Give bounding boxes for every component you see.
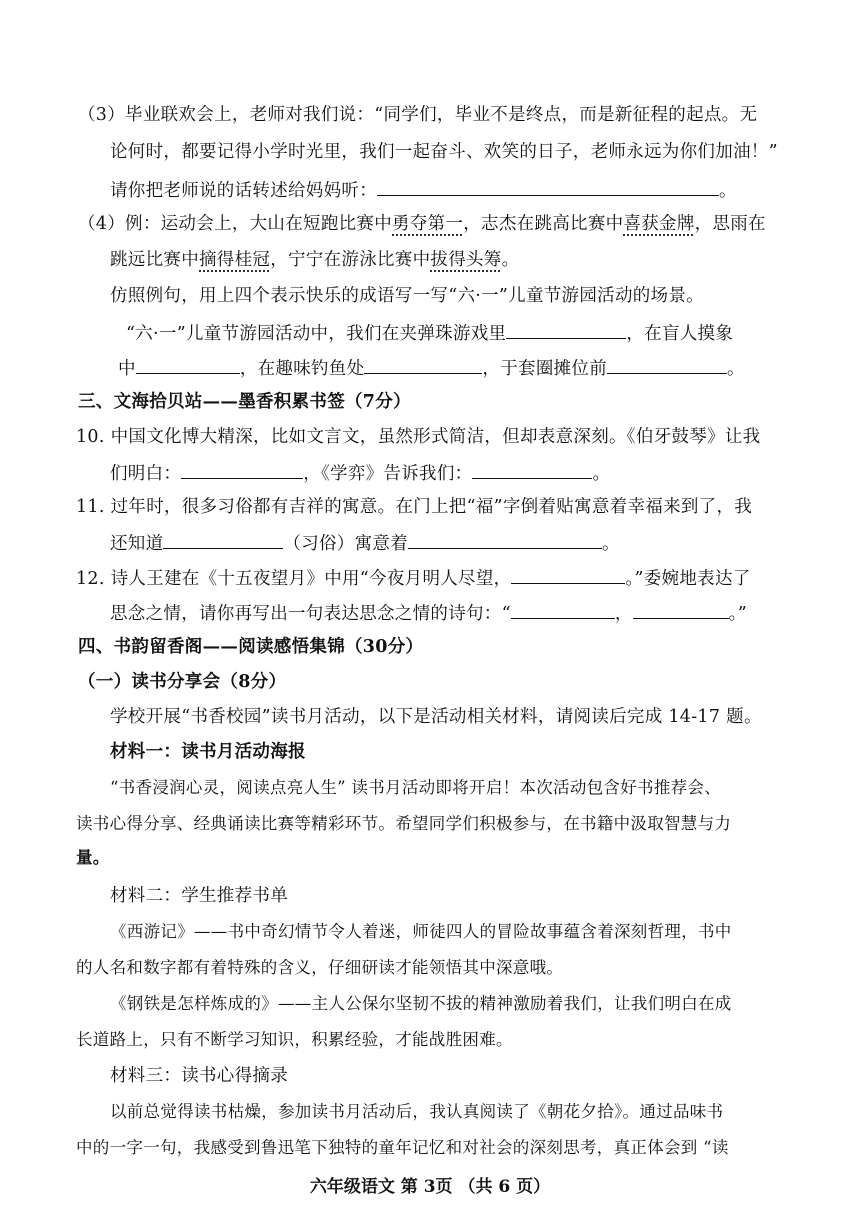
dotted-idiom: 勇夺第一 bbox=[392, 214, 464, 234]
q11-blank-2[interactable] bbox=[408, 530, 602, 549]
dotted-idiom: 喜获金牌 bbox=[623, 214, 695, 234]
material1-label: 材料一：读书月活动海报 bbox=[110, 742, 306, 762]
material1-line2: 读书心得分享、经典诵读比赛等精彩环节。希望同学们积极参与，在书籍中汲取智慧与力 bbox=[76, 814, 732, 833]
q4-blank-2[interactable] bbox=[136, 355, 240, 374]
q3-prompt: 请你把老师说的话转述给妈妈听： bbox=[110, 181, 377, 201]
q3-line2: 论何时，都要记得小学时光里，我们一起奋斗、欢笑的日子，老师永远为你们加油！” bbox=[110, 142, 778, 162]
q11-blank-1[interactable] bbox=[163, 530, 283, 549]
section4-title: 四、书韵留香阁——阅读感悟集锦（30分） bbox=[78, 637, 424, 657]
material2-line4: 长道路上，只有不断学习知识，积累经验，才能战胜困难。 bbox=[76, 1030, 513, 1049]
q12-blank-3[interactable] bbox=[633, 600, 729, 619]
q12-line1: 12. 诗人王建在《十五夜望月》中用“今夜月明人尽望， 。”委婉地表达了 bbox=[76, 565, 751, 591]
material2-line3: 《钢铁是怎样炼成的》——主人公保尔坚韧不拔的精神激励着我们，让我们明白在成 bbox=[110, 994, 732, 1013]
q12-line2: 思念之情，请你再写出一句表达思念之情的诗句：“ ， 。” bbox=[110, 600, 747, 626]
dotted-idiom: 拔得头筹 bbox=[430, 250, 502, 270]
q4-instruction: 仿照例句，用上四个表示快乐的成语写一写“六·一”儿童节游园活动的场景。 bbox=[110, 286, 704, 306]
section3-title: 三、文海拾贝站——墨香积累书签（7分） bbox=[78, 392, 411, 412]
material1-line3: 量。 bbox=[76, 848, 110, 867]
material3-line2: 中的一字一句，我感受到鲁迅笔下独特的童年记忆和对社会的深刻思考，真正体会到 “读 bbox=[76, 1138, 729, 1157]
material2-line2: 的人名和数字都有着特殊的含义，仔细研读才能领悟其中深意哦。 bbox=[76, 958, 564, 977]
q3-answer-blank[interactable] bbox=[377, 177, 719, 196]
q4-sentence-line1: “六·一”儿童节游园活动中，我们在夹弹珠游戏里 ，在盲人摸象 bbox=[126, 320, 733, 346]
q4-sentence-line2: 中 ，在趣味钓鱼处 ，于套圈摊位前 。 bbox=[118, 355, 745, 381]
q4-blank-4[interactable] bbox=[607, 355, 727, 374]
q10-blank-2[interactable] bbox=[472, 460, 592, 479]
q3-line1: （3）毕业联欢会上，老师对我们说：“同学们，毕业不是终点，而是新征程的起点。无 bbox=[78, 105, 758, 125]
q4-example-line1: （4）例：运动会上，大山在短跑比赛中勇夺第一，志杰在跳高比赛中喜获金牌，思雨在 bbox=[78, 214, 766, 234]
page-footer: 六年级语文 第 3页 （共 6 页） bbox=[309, 1177, 551, 1197]
section4-sub1: （一）读书分享会（8分） bbox=[78, 672, 287, 692]
q4-blank-3[interactable] bbox=[364, 355, 482, 374]
material2-line1: 《西游记》——书中奇幻情节令人着迷，师徒四人的冒险故事蕴含着深刻哲理，书中 bbox=[110, 922, 732, 941]
q10-line2: 们明白： ，《学弈》告诉我们： 。 bbox=[110, 460, 610, 486]
material2-label: 材料二：学生推荐书单 bbox=[110, 886, 288, 906]
q11-line2: 还知道 （习俗）寓意着 。 bbox=[110, 530, 620, 556]
reading-intro: 学校开展“书香校园”读书月活动，以下是活动相关材料，请阅读后完成 14-17 题。 bbox=[110, 707, 762, 727]
material1-line1: “书香浸润心灵，阅读点亮人生” 读书月活动即将开启！本次活动包含好书推荐会、 bbox=[110, 778, 722, 797]
q4-example-line2: 跳远比赛中摘得桂冠，宁宁在游泳比赛中拔得头筹。 bbox=[110, 250, 520, 270]
q12-blank-2[interactable] bbox=[511, 600, 615, 619]
q10-blank-1[interactable] bbox=[181, 460, 303, 479]
material3-line1: 以前总觉得读书枯燥，参加读书月活动后，我认真阅读了《朝花夕拾》。通过品味书 bbox=[110, 1102, 724, 1121]
q3-line3: 请你把老师说的话转述给妈妈听： 。 bbox=[110, 177, 737, 203]
q12-blank-1[interactable] bbox=[511, 565, 625, 584]
q10-line1: 10. 中国文化博大精深，比如文言文，虽然形式简洁，但却表意深刻。《伯牙鼓琴》让我 bbox=[76, 427, 761, 447]
material3-label: 材料三：读书心得摘录 bbox=[110, 1066, 288, 1086]
q4-blank-1[interactable] bbox=[506, 320, 626, 339]
q11-line1: 11. 过年时，很多习俗都有吉祥的寓意。在门上把“福”字倒着贴寓意着幸福来到了，我 bbox=[76, 497, 753, 517]
dotted-idiom: 摘得桂冠 bbox=[199, 250, 271, 270]
